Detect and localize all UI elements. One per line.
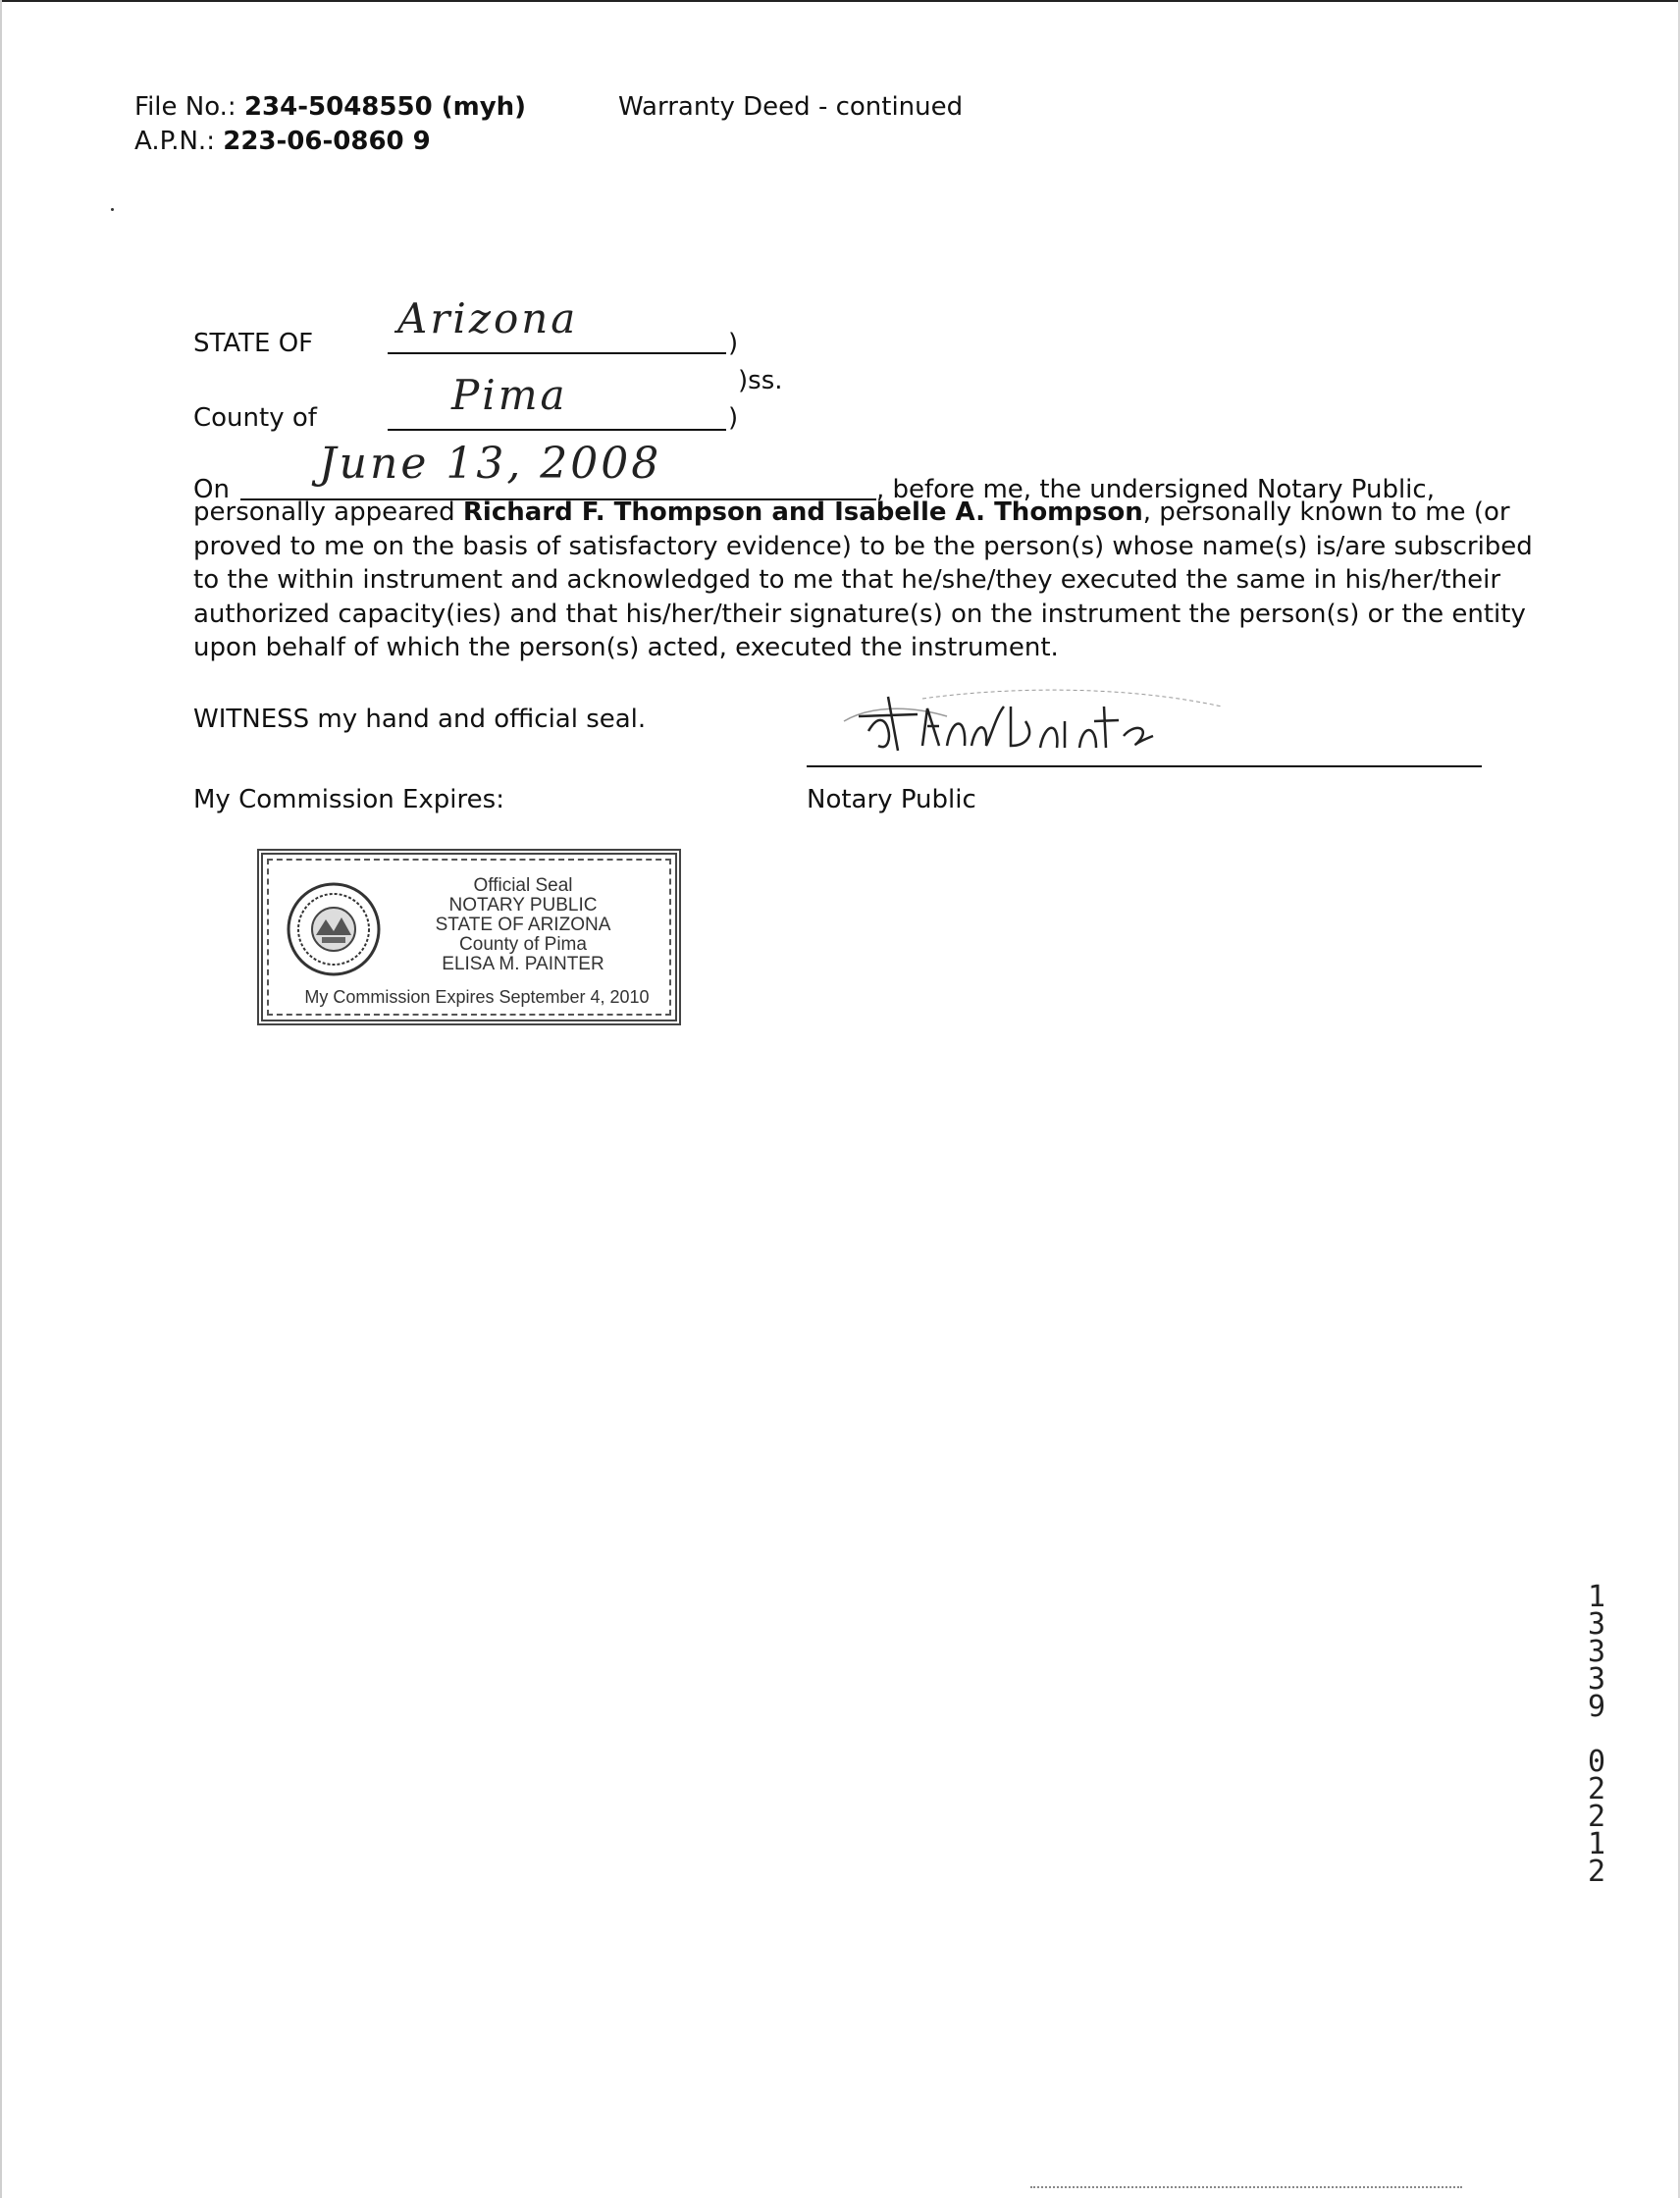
state-underline <box>388 352 726 354</box>
seal-line-county: County of Pima <box>459 934 587 955</box>
acknowledgment-line-5: authorized capacity(ies) and that his/her/their signature(s) on the instrument the person(s) or the entity <box>193 599 1526 629</box>
witness-text: WITNESS my hand and official seal. <box>193 705 647 734</box>
acknowledgment-paragraph <box>193 496 1533 665</box>
venue-paren-1: ) <box>728 329 739 358</box>
scan-bottom-mark <box>1030 2186 1462 2188</box>
notary-public-label: Notary Public <box>807 785 976 814</box>
acknowledgment-line-4: to the within instrument and acknowledged to me that he/she/they executed the same in his/her/their <box>193 565 1501 595</box>
vertical-stamp-number: 1 3 3 3 9 0 2 2 1 2 <box>1587 1580 1606 1889</box>
state-label: STATE OF <box>193 329 314 358</box>
notary-signature <box>829 677 1261 765</box>
on-label: On <box>193 475 230 504</box>
signature-text <box>1083 749 1089 752</box>
file-number-label: File No.: <box>134 92 236 122</box>
acknowledgment-line-3: proved to me on the basis of satisfactory evidence) to be the person(s) whose name(s) is/are subscribed <box>193 531 1533 561</box>
state-handwritten: Arizona <box>397 294 579 342</box>
county-underline <box>388 429 726 431</box>
acknowledgment-line-1: , before me, the undersigned Notary Public, <box>876 475 1435 504</box>
document-title: Warranty Deed - continued <box>618 92 964 122</box>
venue-paren-2: ) <box>728 403 739 433</box>
seal-line-official: Official Seal <box>473 875 573 896</box>
date-handwritten: June 13, 2008 <box>319 439 662 489</box>
file-number <box>134 90 526 124</box>
seal-line-name: ELISA M. PAINTER <box>442 954 604 974</box>
signature-line <box>807 765 1482 767</box>
ss-mark: )ss. <box>738 366 783 395</box>
appeared-names: Richard F. Thompson and Isabelle A. Thompson <box>462 497 1143 527</box>
county-handwritten: Pima <box>451 371 568 419</box>
scan-speck <box>111 208 114 211</box>
seal-text-block <box>391 876 656 974</box>
apn-number <box>134 125 431 158</box>
county-label: County of <box>193 403 317 433</box>
notary-seal-stamp <box>257 849 681 1025</box>
file-number-value: 234-5048550 (myh) <box>243 92 527 122</box>
commission-expires-label: My Commission Expires: <box>193 785 504 814</box>
seal-line-notary: NOTARY PUBLIC <box>448 895 598 916</box>
seal-line-state: STATE OF ARIZONA <box>435 915 611 935</box>
apn-label: A.P.N.: <box>134 127 215 156</box>
apn-value: 223-06-0860 9 <box>223 127 431 156</box>
scan-left-edge <box>0 0 2 2198</box>
seal-expiration: My Commission Expires September 4, 2010 <box>304 987 650 1007</box>
scan-top-edge <box>0 0 1680 2</box>
acknowledgment-line-2: personally appeared Richard F. Thompson and Isabelle A. Thompson, personally known to me (or <box>193 497 1510 527</box>
acknowledgment-line-6: upon behalf of which the person(s) acted, executed the instrument. <box>193 633 1059 662</box>
arizona-seal-emblem <box>285 880 383 978</box>
